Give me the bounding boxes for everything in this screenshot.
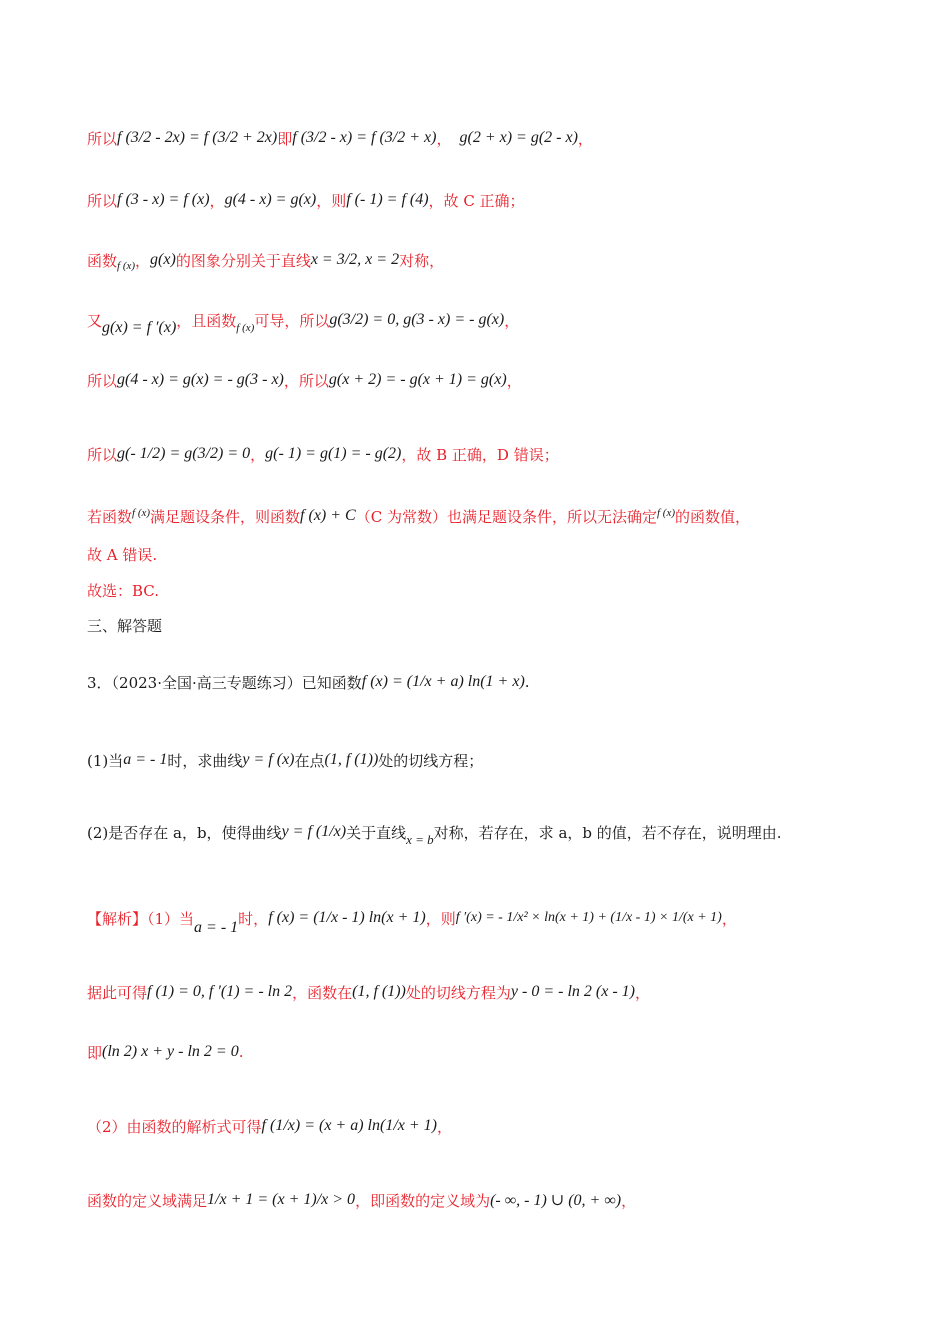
text: 处的切线方程为: [405, 983, 511, 1002]
formula: f (- 1) = f (4): [346, 191, 429, 208]
text: ，: [209, 191, 225, 210]
text: ，所以: [283, 371, 329, 390]
formula: f (x): [117, 260, 136, 272]
formula: f (x) = (1/x + a) ln(1 + x): [361, 673, 525, 690]
formula: a = - 1: [123, 751, 168, 768]
formula: x = 3/2, x = 2: [310, 251, 400, 268]
text: 若函数: [87, 507, 133, 526]
line-1: [87, 118, 593, 158]
formula: f (x): [656, 507, 675, 519]
line-7: [87, 496, 750, 536]
text: (2)是否存在 a，b，使得曲线: [87, 823, 282, 842]
formula: g(- 1) = g(1) = - g(2): [265, 445, 402, 462]
text: 【解析】（1）当: [87, 909, 195, 928]
text: 所以: [87, 191, 118, 210]
formula: 1/x + 1 = (x + 1)/x > 0: [207, 1191, 356, 1208]
text: 时，: [238, 909, 269, 928]
text: .: [238, 1043, 244, 1061]
text: ，即函数的定义域为: [355, 1191, 491, 1210]
text: （C 为常数）也满足题设条件，所以无法确定: [355, 507, 657, 526]
formula: y = f (x): [242, 751, 295, 768]
text: 所以: [87, 371, 118, 390]
formula: f (x) + C: [300, 507, 356, 524]
formula: f (1/x) = (x + a) ln(1/x + 1): [261, 1117, 437, 1134]
text: 即: [277, 129, 293, 148]
text: 对称，若存在，求 a，b 的值，若不存在，说明理由.: [433, 823, 782, 842]
formula: (1, f (1)): [352, 983, 406, 1000]
text: (1)当: [87, 751, 124, 770]
text: 处的切线方程；: [378, 751, 484, 770]
formula: g(x): [150, 251, 176, 268]
line-6: [87, 434, 559, 474]
formula: x = b: [406, 832, 434, 847]
formula: f (3 - x) = f (x): [117, 191, 210, 208]
formula: g(4 - x) = g(x) = - g(3 - x): [117, 371, 284, 388]
solution-line-1: [87, 898, 737, 938]
formula: g(2 + x) = g(2 - x): [459, 129, 578, 146]
text: ，则: [316, 191, 347, 210]
line-8: [87, 534, 157, 574]
text: 3．（2023·全国·高三专题练习）已知函数: [87, 673, 362, 692]
formula: g(4 - x) = g(x): [224, 191, 317, 208]
line-2: [87, 180, 525, 220]
formula: f (1) = 0, f ′(1) = - ln 2: [147, 983, 293, 1000]
text: 对称，: [399, 251, 445, 270]
formula: f (3/2 - x) = f (3/2 + x): [292, 129, 437, 146]
text: ，则: [425, 909, 456, 928]
formula: a = - 1: [194, 919, 239, 936]
line-4: [87, 300, 519, 340]
formula: y = f (1/x): [281, 823, 347, 840]
text: ，: [504, 311, 520, 330]
text: 所以: [87, 445, 118, 464]
text: ，: [577, 129, 593, 148]
text: ，: [437, 1117, 453, 1136]
text: 函数的定义域满足: [87, 1191, 208, 1210]
text: .: [524, 673, 530, 691]
text: 即: [87, 1043, 103, 1062]
formula: g(- 1/2) = g(3/2) = 0: [117, 445, 251, 462]
text: ，: [436, 129, 452, 148]
formula: g(x) = f ′(x): [102, 319, 177, 336]
line-3: [87, 240, 444, 280]
text: 在点: [294, 751, 325, 770]
text: 又: [87, 311, 103, 330]
text: 所以: [87, 129, 118, 148]
text: 故选：BC.: [87, 581, 160, 600]
formula: (- ∞, - 1) ∪ (0, + ∞): [490, 1192, 622, 1209]
formula: (ln 2) x + y - ln 2 = 0: [102, 1043, 239, 1060]
text: 的图象分别关于直线: [175, 251, 311, 270]
formula: f (x) = (1/x - 1) ln(x + 1): [268, 909, 426, 926]
text: ，且函数: [176, 311, 237, 330]
text: 函数: [87, 251, 118, 270]
solution-line-3: [87, 1032, 243, 1072]
text: 三、解答题: [87, 616, 163, 635]
line-9: [87, 570, 159, 610]
text: ，函数在: [292, 983, 353, 1002]
text: ，: [135, 251, 151, 270]
formula: (1, f (1)): [324, 751, 379, 768]
solution-line-2: [87, 972, 650, 1012]
formula: y - 0 = - ln 2 (x - 1): [510, 983, 635, 1000]
text: ，: [506, 371, 522, 390]
formula: f (x): [132, 507, 151, 519]
text: （2）由函数的解析式可得: [87, 1117, 262, 1136]
solution-line-5: [87, 1180, 636, 1220]
solution-line-4: [87, 1106, 452, 1146]
formula: g(3/2) = 0, g(3 - x) = - g(x): [329, 311, 505, 328]
text: ，故 B 正确，D 错误；: [401, 445, 559, 464]
text: 据此可得: [87, 983, 148, 1002]
text: ，故 C 正确；: [428, 191, 525, 210]
formula: f (x): [236, 322, 255, 334]
text: ，: [634, 983, 650, 1002]
text: 故 A 错误.: [87, 545, 158, 564]
section-heading: [87, 605, 162, 645]
text: 的函数值，: [674, 507, 750, 526]
text: 关于直线: [346, 823, 407, 842]
formula: f ′(x) = - 1/x² × ln(x + 1) + (1/x - 1) × 1/(x + 1): [455, 910, 722, 925]
text: 时，求曲线: [167, 751, 243, 770]
question-3-part-1: [87, 740, 483, 780]
text: ，: [721, 909, 737, 928]
text: ，: [250, 445, 266, 464]
question-3-part-2: [87, 812, 782, 852]
text: 可导，所以: [254, 311, 330, 330]
formula: f (3/2 - 2x) = f (3/2 + 2x): [117, 129, 278, 146]
line-5: [87, 360, 522, 400]
question-3: [87, 662, 530, 702]
text: ，: [621, 1191, 637, 1210]
text: 满足题设条件，则函数: [150, 507, 301, 526]
formula: g(x + 2) = - g(x + 1) = g(x): [328, 371, 507, 388]
